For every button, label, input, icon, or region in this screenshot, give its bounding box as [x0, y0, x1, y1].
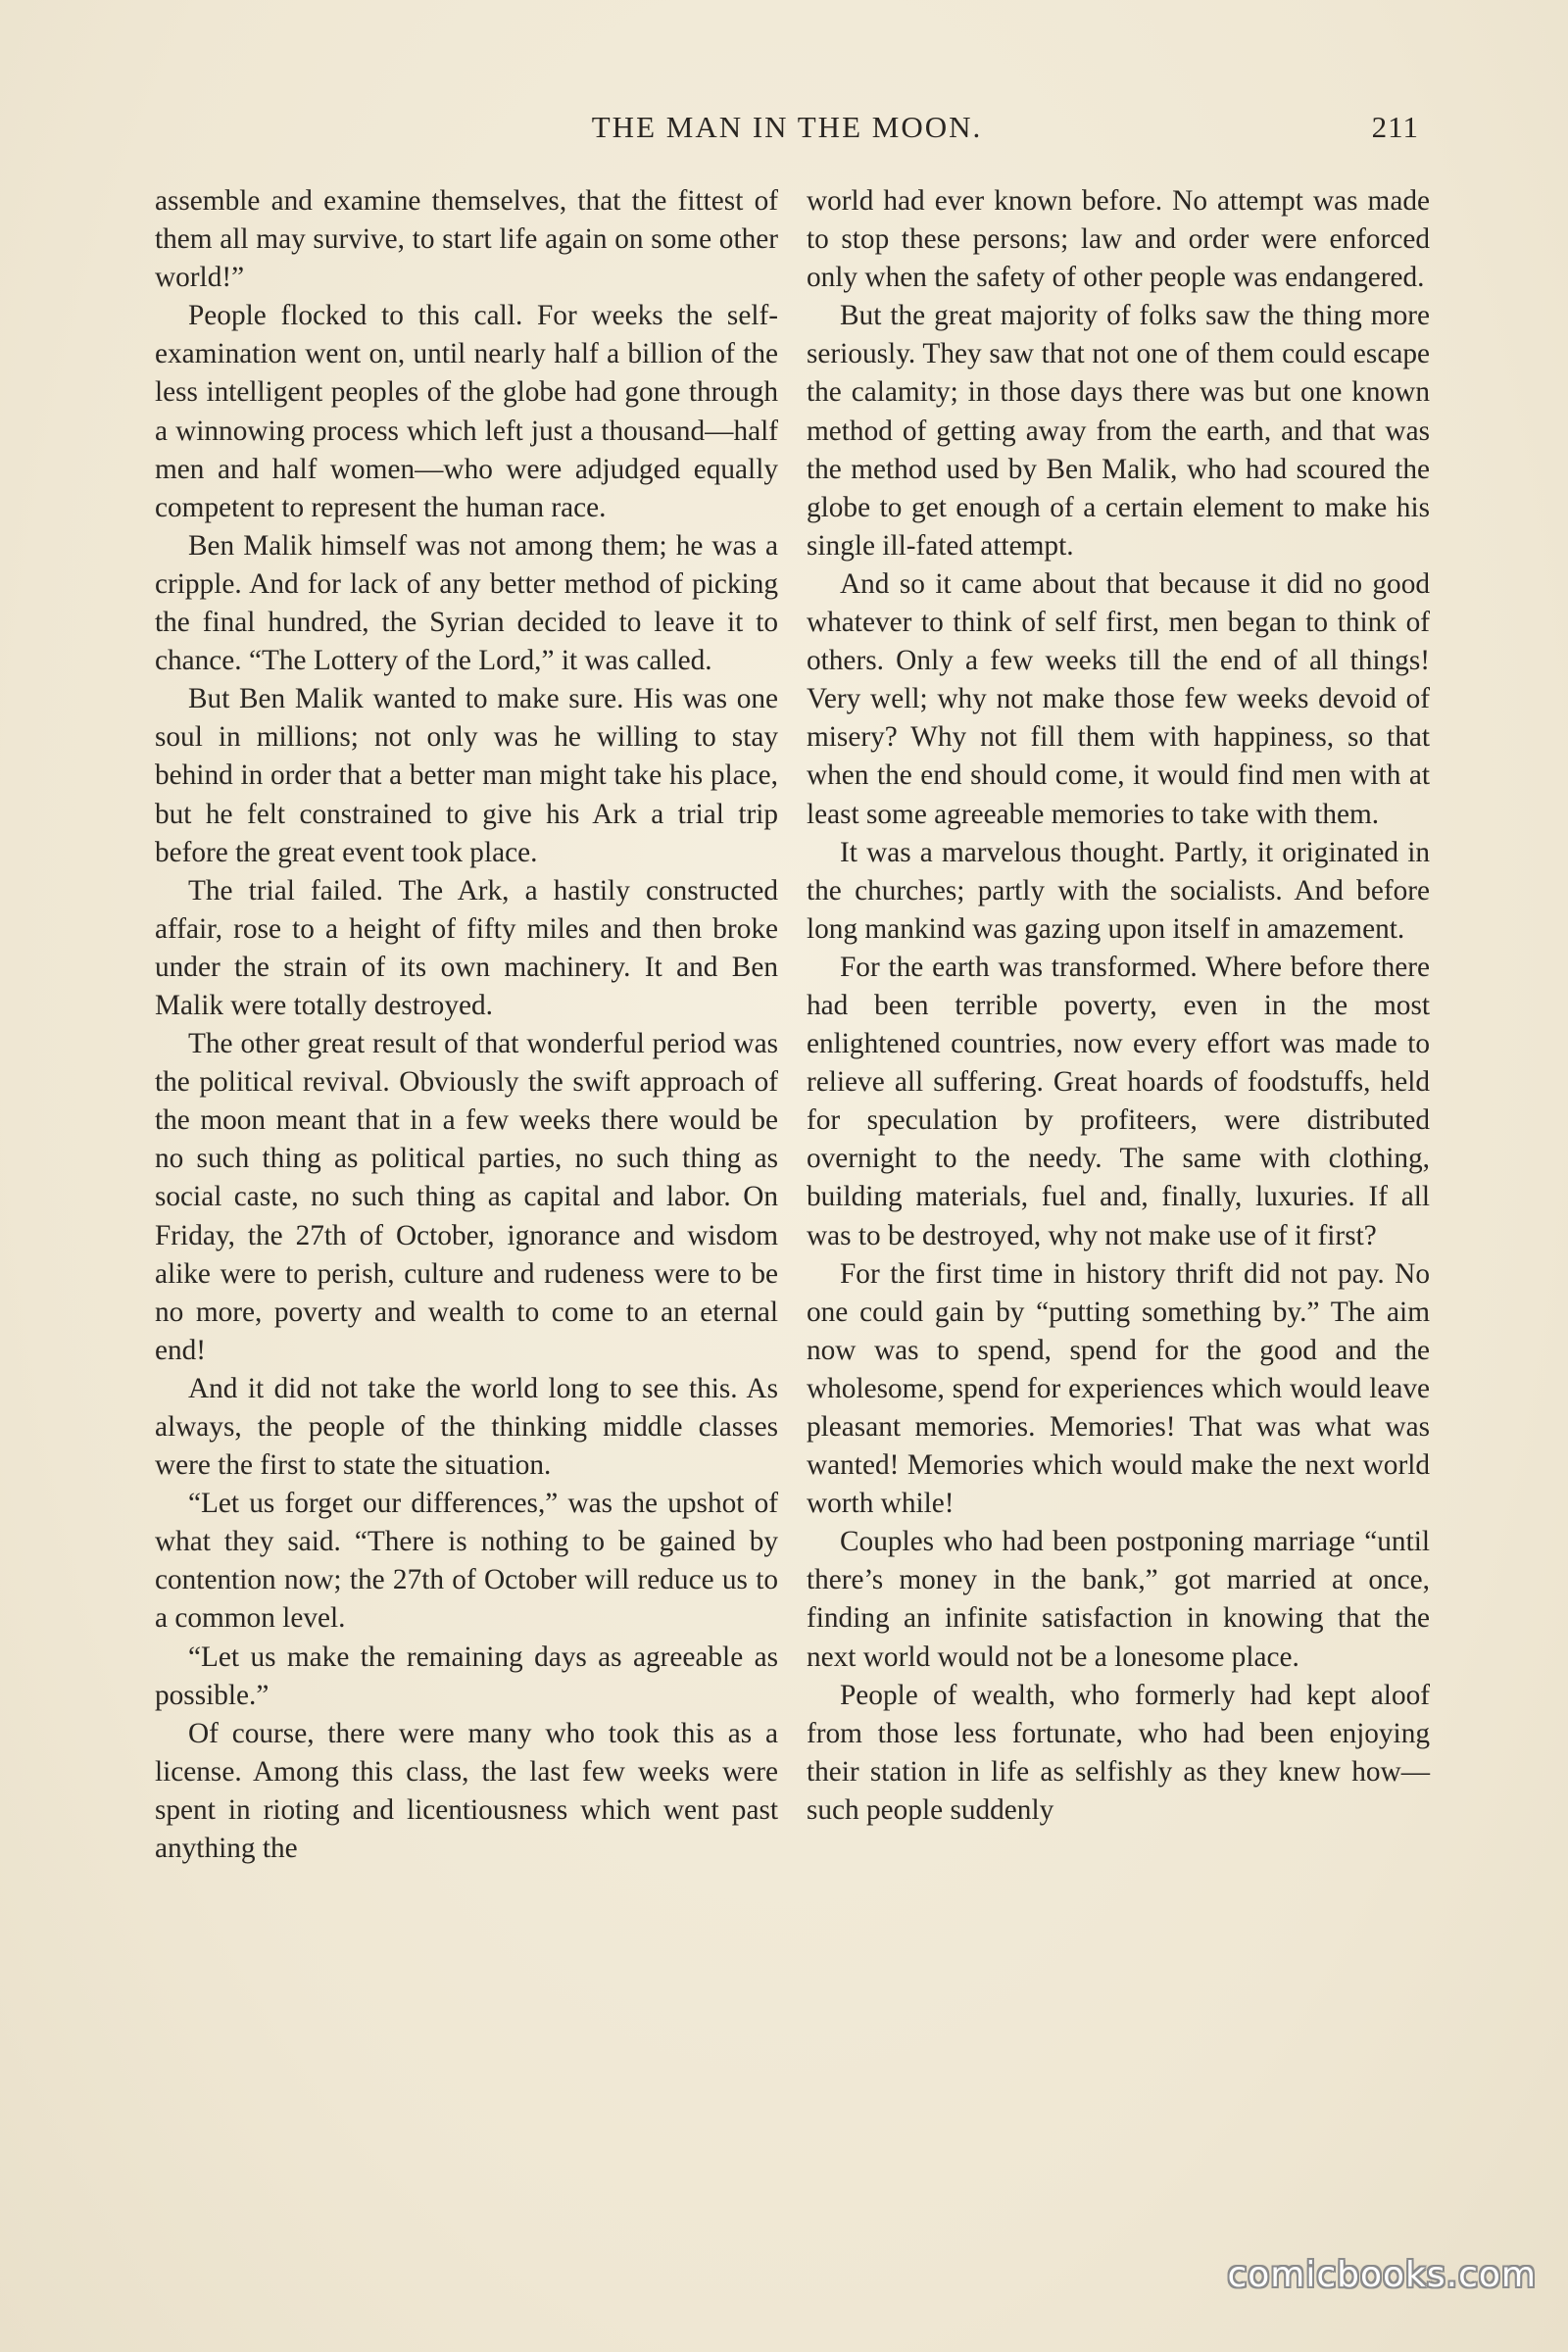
paragraph: People flocked to this call. For weeks the self-examination went on, until nearly half a billion of the less intelligent peoples of the globe had gone through a winnowing process which left just a thousand—half men and half women—who were adjudged equally competent to represent the human race. [155, 300, 778, 523]
paragraph: The trial failed. The Ark, a hastily constructed affair, rose to a height of fifty miles and then broke under the strain of its own machinery. It and Ben Malik were totally destroyed. [155, 874, 778, 1021]
paragraph: For the first time in history thrift did not pay. No one could gain by “putting something by.” The aim now was to spend, spend for the good and the wholesome, spend for experiences which would leave pleasant memories. Memories! That was what was wanted! Memories which would make the next world worth while! [807, 1257, 1430, 1520]
paragraph: world had ever known before. No attempt was made to stop these persons; law and order were enforced only when the safety of other people was endangered. [807, 185, 1430, 294]
text-column-right [807, 182, 1430, 1830]
running-head: THE MAN IN THE MOON. [591, 110, 983, 144]
paragraph: People of wealth, who formerly had kept aloof from those less fortunate, who had been enjoying their station in life as selfishly as they knew how—such people suddenly [807, 1679, 1430, 1826]
paragraph: But the great majority of folks saw the thing more seriously. They saw that not one of them could escape the calamity; in those days there was but one known method of getting away from the earth, and that was the method used by Ben Malik, who had scoured the globe to get enough of a certain element to make his single ill-fated attempt. [807, 300, 1430, 562]
paragraph: But Ben Malik wanted to make sure. His was one soul in millions; not only was he willing to stay behind in order that a better man might take his place, but he felt constrained to give his Ark a trial trip before the great event took place. [155, 683, 778, 868]
paragraph: The other great result of that wonderful period was the political revival. Obviously the swift approach of the moon meant that in a few weeks there would be no such thing as political parties, no such thing as social caste, no such thing as capital and labor. On Friday, the 27th of October, ignorance and wisdom alike were to perish, culture and rudeness were to be no more, poverty and wealth to come to an eternal end! [155, 1028, 778, 1366]
paragraph: assemble and examine themselves, that the fittest of them all may survive, to start life again on some other world!” [155, 185, 778, 294]
paragraph: “Let us make the remaining days as agreeable as possible.” [155, 1641, 778, 1711]
paragraph: Couples who had been postponing marriage “until there’s money in the bank,” got married at once, finding an infinite satisfaction in knowing that the next world would not be a lonesome place. [807, 1526, 1430, 1673]
paragraph: Of course, there were many who took this as a license. Among this class, the last few weeks were spent in rioting and licentiousness which went past anything the [155, 1717, 778, 1865]
paragraph: And it did not take the world long to see this. As always, the people of the thinking middle classes were the first to state the situation. [155, 1372, 778, 1482]
page-number: 211 [1371, 110, 1419, 144]
watermark: comicbooks.com [1227, 2255, 1537, 2295]
text-column-left [155, 182, 778, 1868]
paragraph: It was a marvelous thought. Partly, it originated in the churches; partly with the socialists. And before long mankind was gazing upon itself in amazement. [807, 836, 1430, 945]
paragraph: Ben Malik himself was not among them; he was a cripple. And for lack of any better method of picking the final hundred, the Syrian decided to leave it to chance. “The Lottery of the Lord,” it was called. [155, 529, 778, 677]
page-header [155, 110, 1419, 159]
paragraph: “Let us forget our differences,” was the upshot of what they said. “There is nothing to be gained by contention now; the 27th of October will reduce us to a common level. [155, 1488, 778, 1635]
paragraph: And so it came about that because it did no good whatever to think of self first, men began to think of others. Only a few weeks till the end of all things! Very well; why not make those few weeks devoid of misery? Why not fill them with happiness, so that when the end should come, it would find men with at least some agreeable memories to take with them. [807, 567, 1430, 830]
paragraph: For the earth was transformed. Where before there had been terrible poverty, even in the most enlightened countries, now every effort was made to relieve all suffering. Great hoards of foodstuffs, held for speculation by profiteers, were distributed overnight to the needy. The same with clothing, building materials, fuel and, finally, luxuries. If all was to be destroyed, why not make use of it first? [807, 951, 1430, 1251]
